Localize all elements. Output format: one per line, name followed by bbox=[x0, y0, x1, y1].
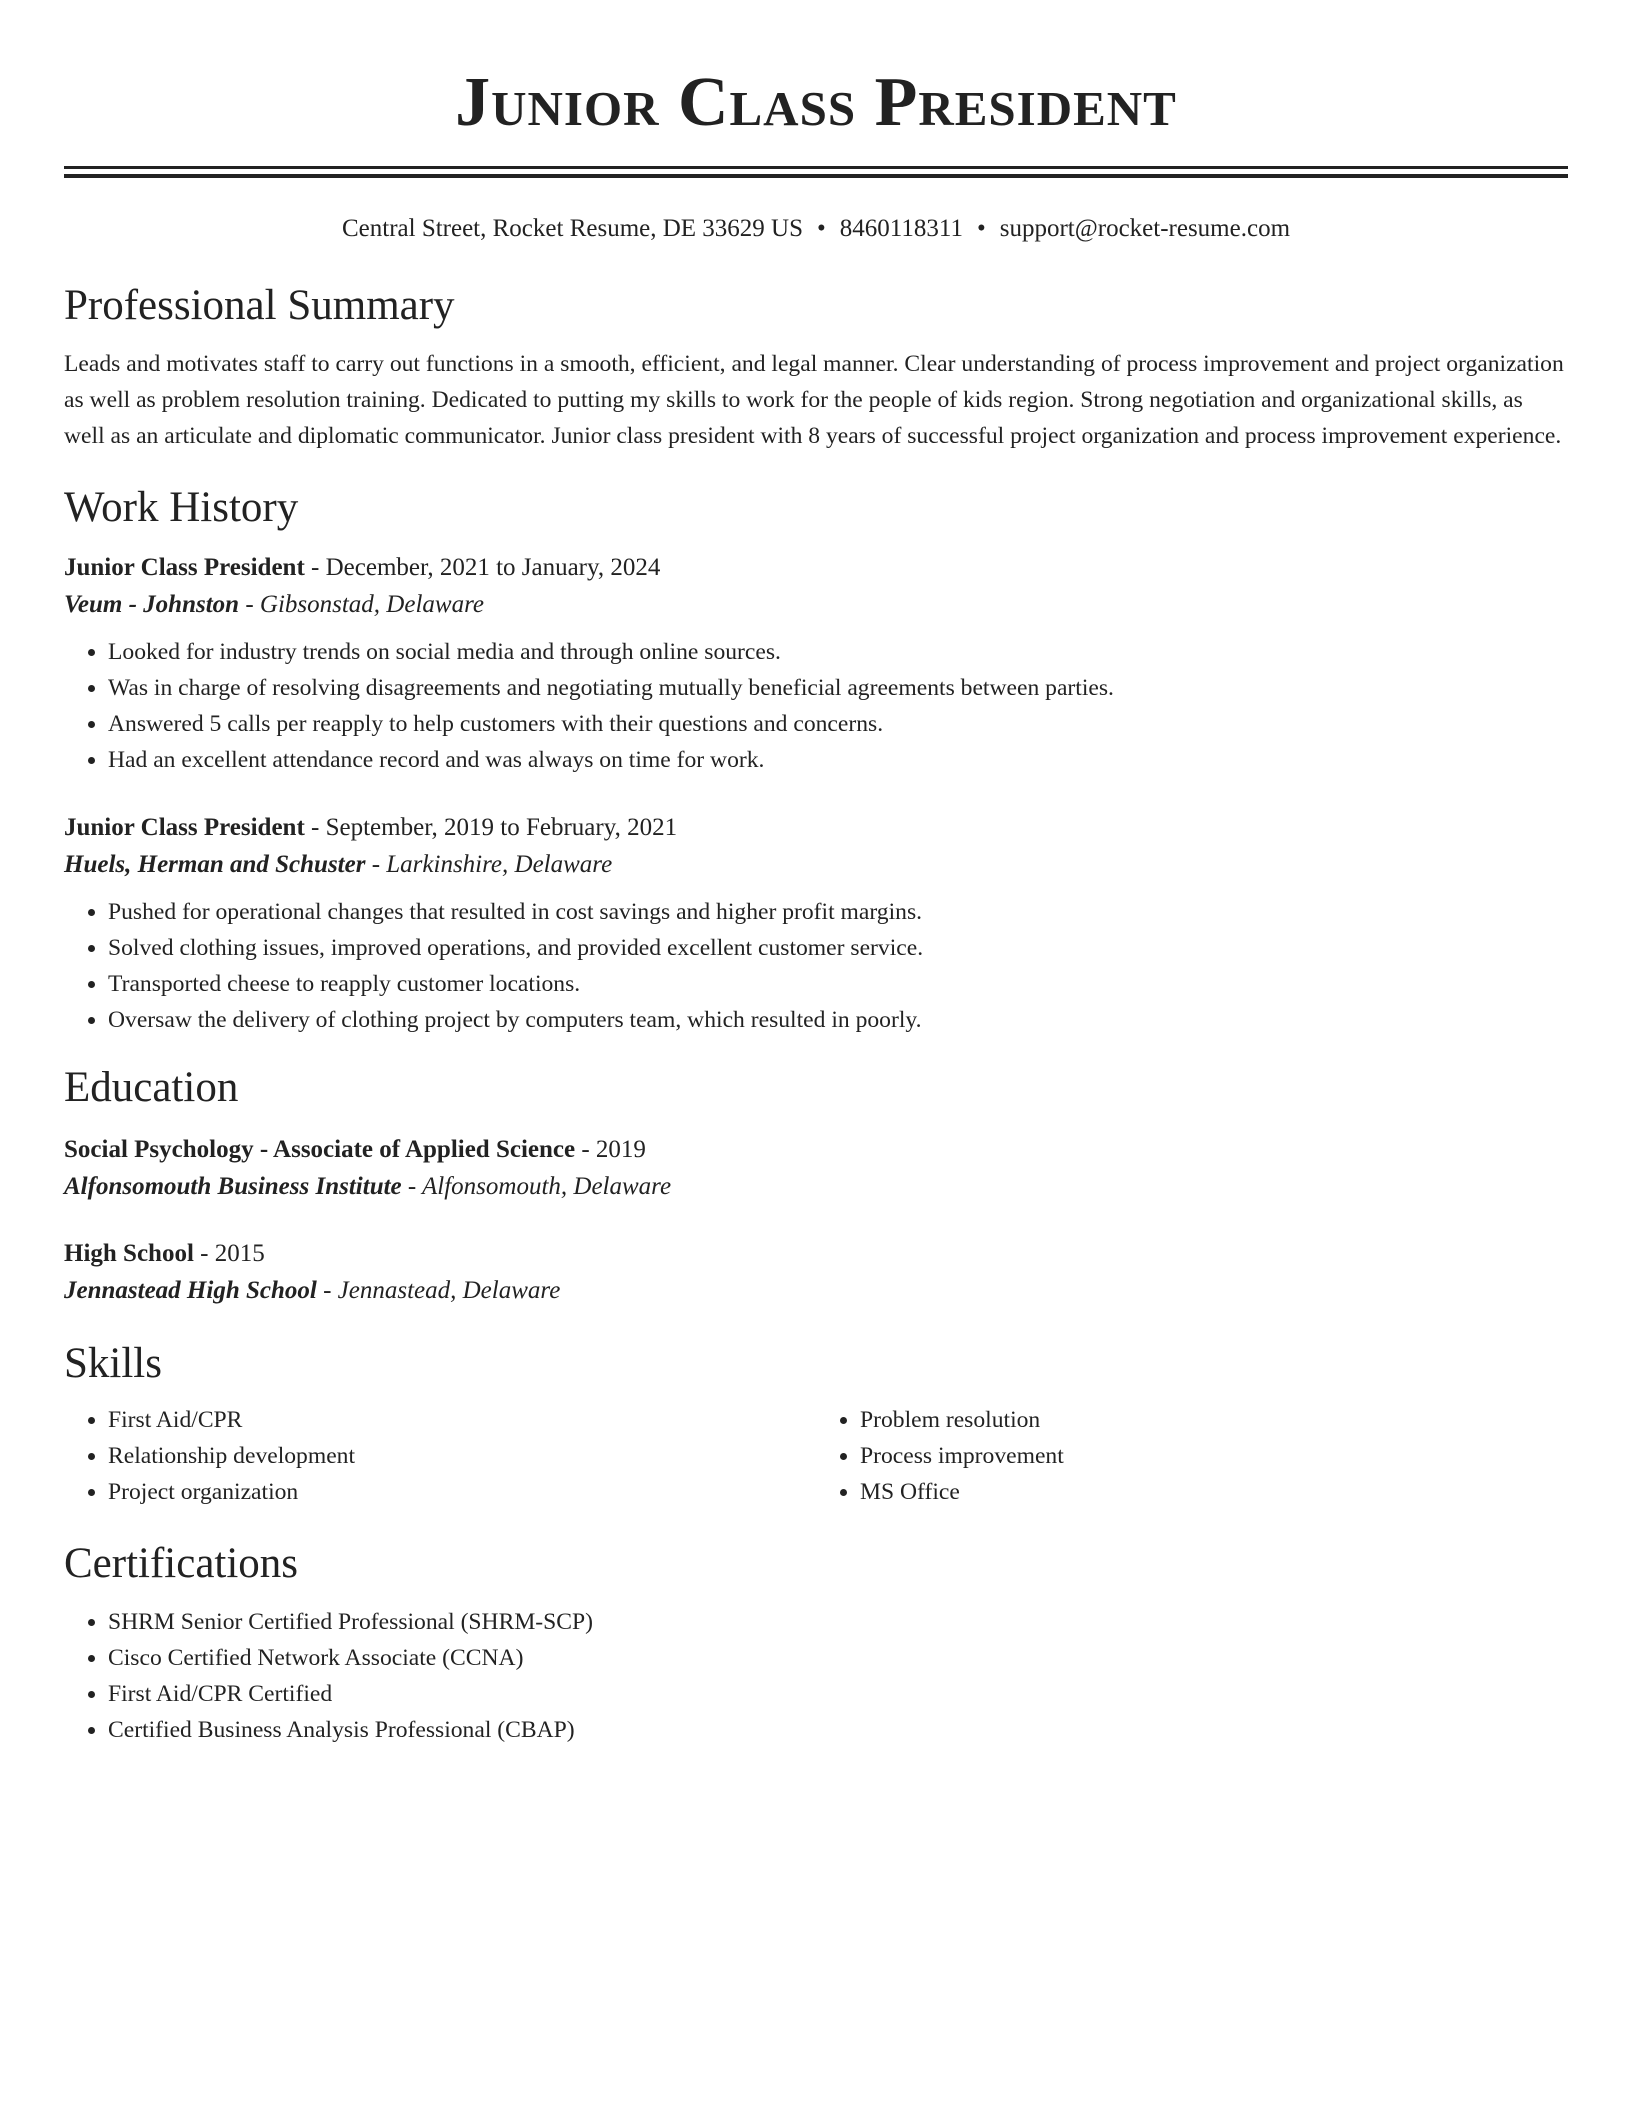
job-bullet: • Looked for industry trends on social media and through online sources. bbox=[108, 634, 1568, 670]
skill-item: • Relationship development bbox=[108, 1438, 816, 1474]
certifications-heading: Certifications bbox=[64, 1540, 299, 1587]
education-degree: High School bbox=[64, 1240, 194, 1267]
education-school-line bbox=[64, 1168, 1568, 1206]
job-company-line bbox=[64, 846, 1568, 884]
skill-item: • Project organization bbox=[108, 1474, 816, 1510]
job-bullet: • Was in charge of resolving disagreements and negotiating mutually beneficial agreements between parties. bbox=[108, 670, 1568, 706]
job-bullet: • Oversaw the delivery of clothing project by computers team, which resulted in poorly. bbox=[108, 1002, 1568, 1038]
job-bullet: • Answered 5 calls per reapply to help customers with their questions and concerns. bbox=[108, 706, 1568, 742]
job-location: - Gibsonstad, Delaware bbox=[239, 591, 484, 618]
job-company-line bbox=[64, 586, 1568, 624]
job-bullets bbox=[64, 634, 1568, 778]
job-dates: - September, 2019 to February, 2021 bbox=[304, 814, 678, 841]
education-year: - 2019 bbox=[575, 1136, 646, 1163]
job-bullet: • Had an excellent attendance record and was always on time for work. bbox=[108, 742, 1568, 778]
job-company: Veum - Johnston bbox=[64, 591, 240, 618]
contact-email: support@rocket-resume.com bbox=[999, 215, 1291, 242]
education-school-line bbox=[64, 1272, 1568, 1310]
job-header bbox=[64, 550, 1568, 586]
job-bullet: • Solved clothing issues, improved operations, and provided excellent customer service. bbox=[108, 930, 1568, 966]
education-section bbox=[64, 1060, 1568, 1310]
contact-address: Central Street, Rocket Resume, DE 33629 US bbox=[341, 215, 804, 242]
skill-item: • Process improvement bbox=[860, 1438, 1568, 1474]
job-company: Huels, Herman and Schuster bbox=[64, 851, 366, 878]
skills-column-left bbox=[64, 1402, 816, 1510]
job-bullet: • Transported cheese to reapply customer locations. bbox=[108, 966, 1568, 1002]
summary-heading: Professional Summary bbox=[64, 282, 455, 329]
title-rule-top bbox=[64, 166, 1568, 169]
job-entry bbox=[64, 550, 1568, 778]
skills-column-right bbox=[816, 1402, 1568, 1510]
education-entry bbox=[64, 1132, 1568, 1206]
summary-text: Leads and motivates staff to carry out functions in a smooth, efficient, and legal manner. Clear understanding of process improvement and project organization as well as problem resolution training. Dedicated to putting my skills to work for the people of kids region. Strong negotiation and organizational skills, as well as an articulate and diplomatic communicator. Junior class president with 8 years of successful project organization and process improvement experience. bbox=[64, 351, 1564, 449]
job-bullets bbox=[64, 894, 1568, 1038]
contact-line bbox=[64, 212, 1568, 246]
certification-item: • Certified Business Analysis Professional (CBAP) bbox=[108, 1712, 1568, 1748]
title-rule-bottom bbox=[64, 174, 1568, 178]
skills-grid bbox=[64, 1402, 1568, 1510]
skill-item: • MS Office bbox=[860, 1474, 1568, 1510]
job-dates: - December, 2021 to January, 2024 bbox=[304, 554, 661, 581]
contact-phone: 8460118311 bbox=[839, 215, 963, 242]
education-school: Alfonsomouth Business Institute bbox=[64, 1173, 402, 1200]
contact-separator: • bbox=[817, 215, 826, 242]
skills-section bbox=[64, 1336, 1568, 1510]
education-header bbox=[64, 1236, 1568, 1272]
certifications-section bbox=[64, 1536, 1568, 1748]
education-year: - 2015 bbox=[193, 1240, 265, 1267]
education-location: - Alfonsomouth, Delaware bbox=[401, 1173, 672, 1200]
work-history-heading: Work History bbox=[64, 484, 299, 531]
contact-separator: • bbox=[976, 215, 986, 242]
resume-name-title: Junior Class President bbox=[455, 64, 1177, 141]
certification-item: • First Aid/CPR Certified bbox=[108, 1676, 1568, 1712]
skills-heading: Skills bbox=[64, 1340, 162, 1387]
job-bullet: • Pushed for operational changes that resulted in cost savings and higher profit margins. bbox=[108, 894, 1568, 930]
job-role: Junior Class President bbox=[64, 554, 305, 581]
job-location: - Larkinshire, Delaware bbox=[365, 851, 613, 878]
certification-item: • Cisco Certified Network Associate (CCNA) bbox=[108, 1640, 1568, 1676]
education-entry bbox=[64, 1236, 1568, 1310]
certifications-list bbox=[64, 1604, 1568, 1748]
certification-item: • SHRM Senior Certified Professional (SHRM-SCP) bbox=[108, 1604, 1568, 1640]
job-role: Junior Class President bbox=[64, 814, 305, 841]
education-heading: Education bbox=[64, 1064, 239, 1111]
job-header bbox=[64, 810, 1568, 846]
work-history-section bbox=[64, 480, 1568, 1038]
education-header bbox=[64, 1132, 1568, 1168]
education-school: Jennastead High School bbox=[64, 1277, 317, 1304]
education-location: - Jennastead, Delaware bbox=[316, 1277, 561, 1304]
skill-item: • First Aid/CPR bbox=[108, 1402, 816, 1438]
skill-item: • Problem resolution bbox=[860, 1402, 1568, 1438]
summary-section bbox=[64, 278, 1568, 454]
job-entry bbox=[64, 810, 1568, 1038]
education-degree: Social Psychology - Associate of Applied Science bbox=[64, 1136, 576, 1163]
